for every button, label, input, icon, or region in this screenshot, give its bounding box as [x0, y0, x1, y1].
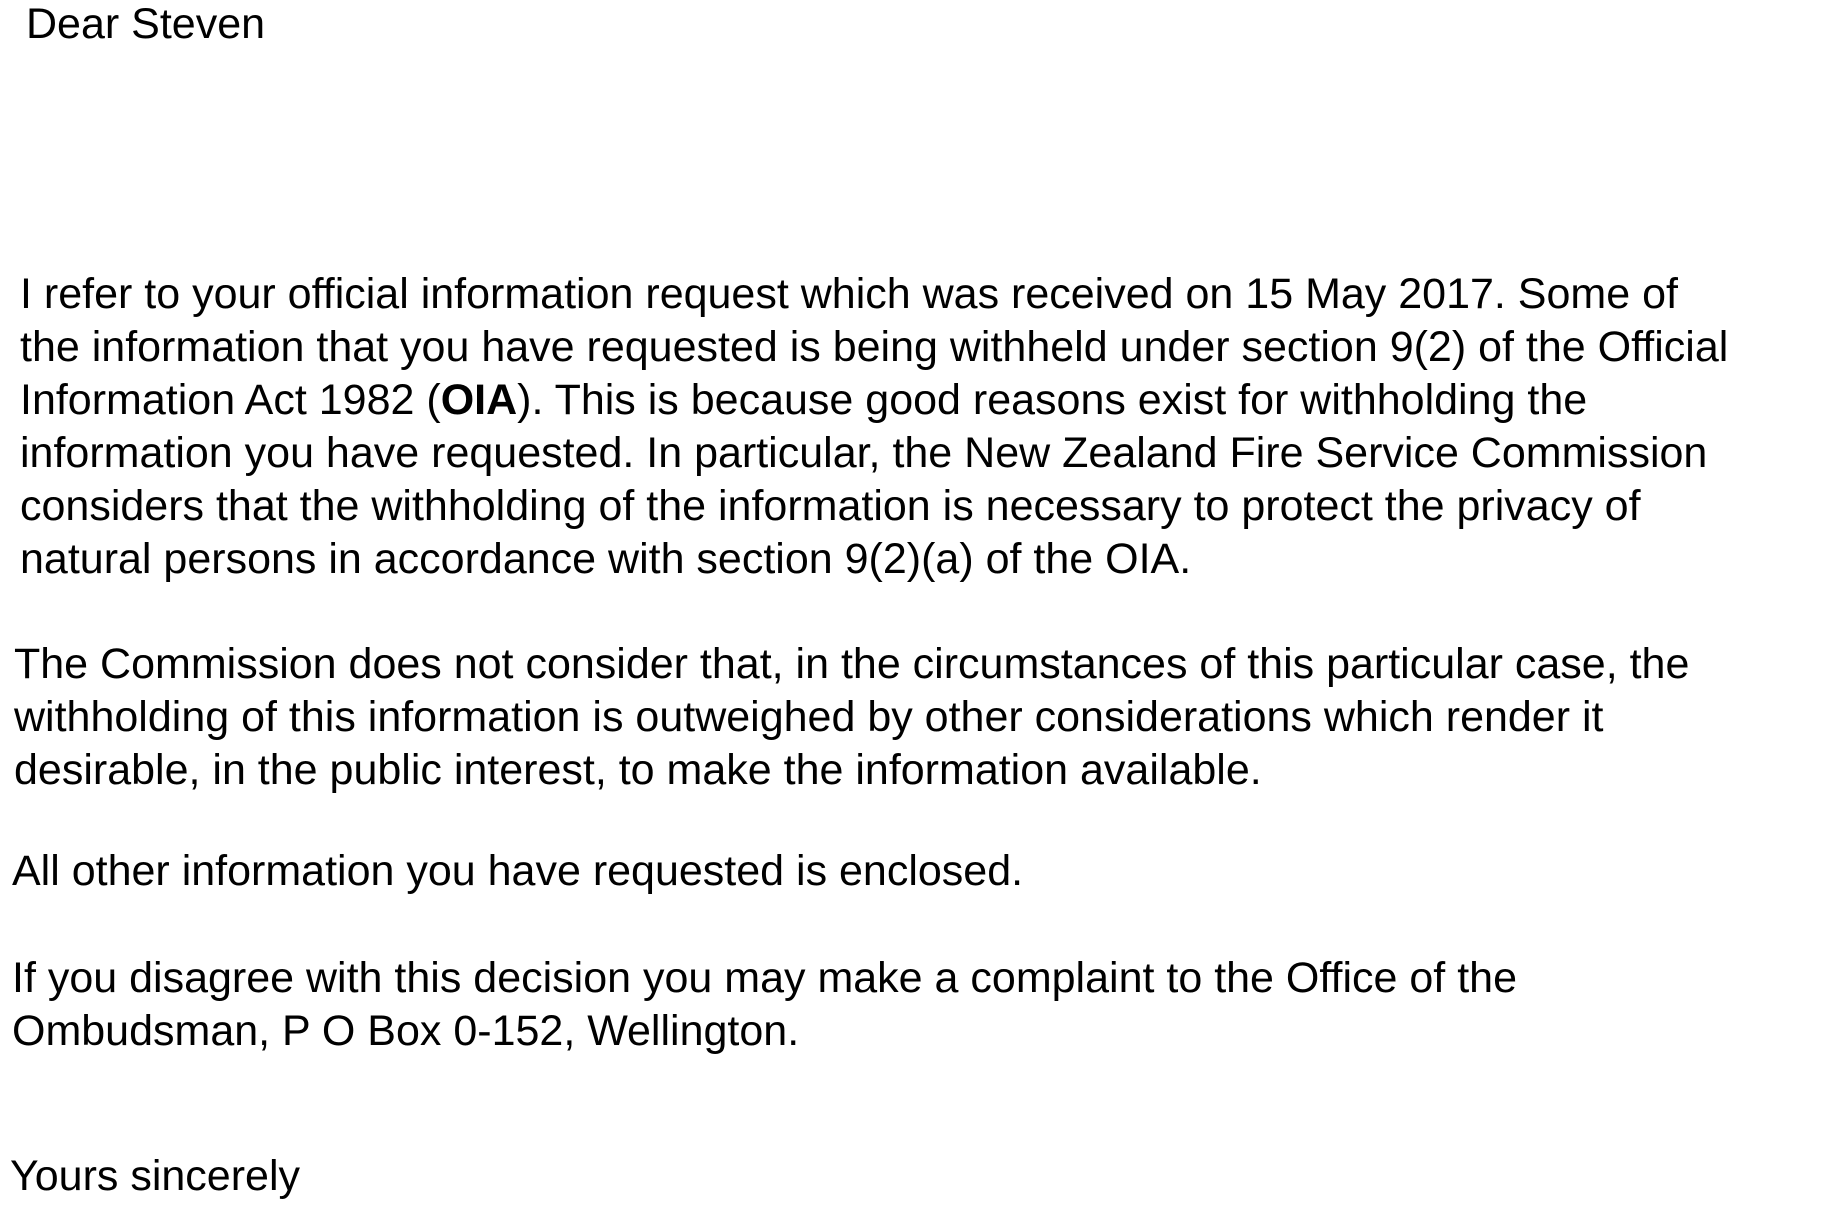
oia-abbreviation: OIA — [440, 376, 518, 424]
paragraph-line: natural persons in accordance with section 9(2)(a) of the OIA. — [20, 535, 1192, 583]
paragraph-line: All other information you have requested is enclosed. — [12, 847, 1024, 895]
paragraph-line: The Commission does not consider that, in the circumstances of this particular case, the — [14, 640, 1690, 688]
paragraph-line: withholding of this information is outweighed by other considerations which render it — [14, 693, 1604, 741]
paragraph-complaint — [12, 952, 1517, 1058]
paragraph-withholding-notice — [20, 268, 1728, 586]
line-text-start: Information Act 1982 ( — [20, 376, 441, 424]
paragraph-line: Ombudsman, P O Box 0-152, Wellington. — [12, 1007, 800, 1055]
paragraph-line: the information that you have requested is being withheld under section 9(2) of the Official — [20, 323, 1729, 371]
paragraph-line — [20, 374, 1728, 427]
paragraph-line: considers that the withholding of the information is necessary to protect the privacy of — [20, 482, 1641, 530]
paragraph-public-interest — [14, 638, 1689, 797]
paragraph-line: If you disagree with this decision you may make a complaint to the Office of the — [12, 954, 1517, 1002]
paragraph-line: I refer to your official information request which was received on 15 May 2017. Some of — [20, 270, 1678, 318]
paragraph-enclosed — [12, 845, 1023, 898]
paragraph-line: information you have requested. In particular, the New Zealand Fire Service Commission — [20, 429, 1708, 477]
closing: Yours sincerely — [10, 1152, 300, 1200]
salutation: Dear Steven — [26, 0, 266, 48]
paragraph-line: desirable, in the public interest, to make the information available. — [14, 746, 1262, 794]
line-text-end: ). This is because good reasons exist for withholding the — [517, 376, 1588, 424]
